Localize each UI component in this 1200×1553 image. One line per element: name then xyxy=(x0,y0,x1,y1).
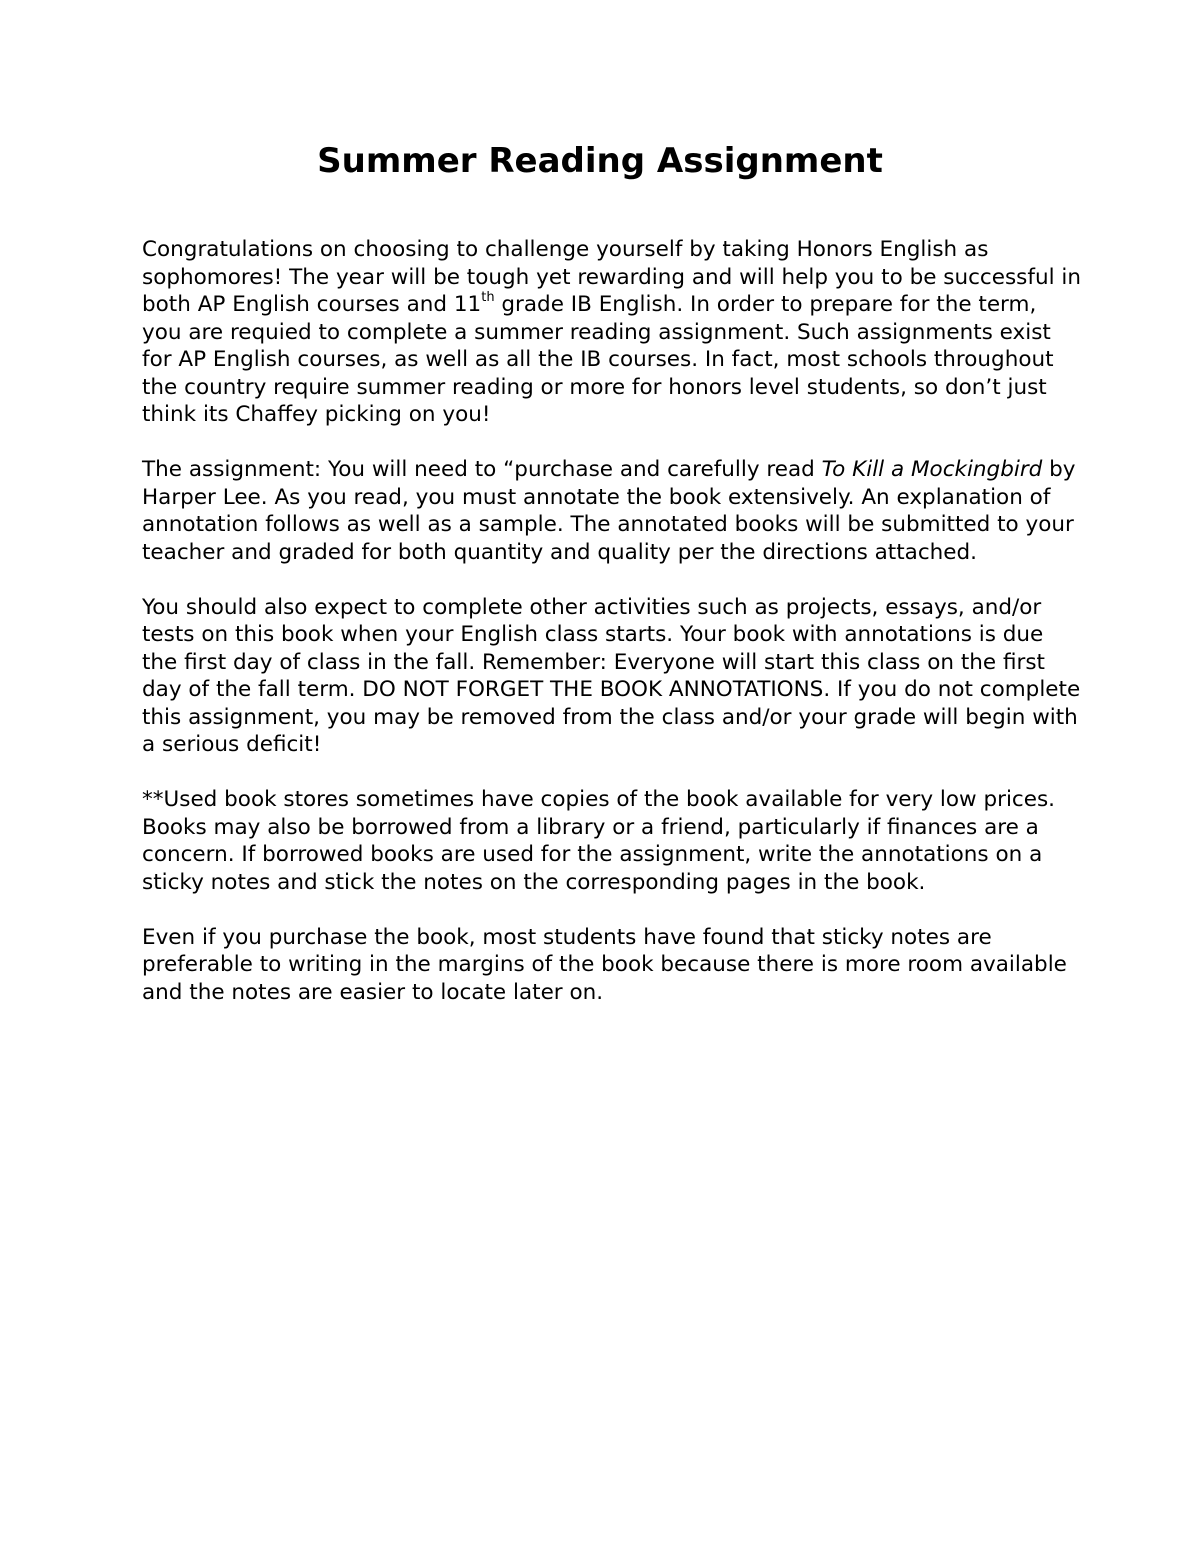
assignment-text-part-2: by Harper Lee. As you read, you must annotate the book extensively. An explanation of annotation follows as well as a sample. The annotated books will be submitted to your teacher and graded for both quantity and quality per the directions attached. xyxy=(142,457,1076,565)
book-title: To Kill a Mockingbird xyxy=(821,457,1043,482)
expectations-paragraph: You should also expect to complete other activities such as projects, essays, and/or tests on this book when your English class starts. Your book with annotations is due the first day of class in the fall. Remember: Everyone will start this class on the first day of the fall term. DO NOT FORGET THE BOOK ANNOTATIONS. If you do not complete this assignment, you may be removed from the class and/or your grade will begin with a serious deficit! xyxy=(142,594,1081,757)
intro-text-part-1: Congratulations on choosing to challenge yourself by taking Honors English as sophomores! The year will be tough yet rewarding and will help you to be successful in both AP English courses and 11 xyxy=(142,237,1081,317)
intro-paragraph xyxy=(142,236,1082,429)
sticky-notes-paragraph: Even if you purchase the book, most students have found that sticky notes are preferable to writing in the margins of the book because there is more room available and the notes are easier to locate later on. xyxy=(142,924,1067,1005)
assignment-text-part-1: The assignment: You will need to “purchase and carefully read xyxy=(142,457,822,482)
document-title: Summer Reading Assignment xyxy=(317,141,883,181)
used-books-paragraph: **Used book stores sometimes have copies of the book available for very low prices. Books may also be borrowed from a library or a friend, particularly if finances are a concern. If borrowed books are used for the assignment, write the annotations on a sticky notes and stick the notes on the corresponding pages in the book. xyxy=(142,787,1056,895)
document-body xyxy=(142,236,1082,1006)
assignment-paragraph xyxy=(142,456,1082,566)
intro-text-part-2: grade IB English. In order to prepare for the term, you are requied to complete a summer reading assignment. Such assignments exist for AP English courses, as well as all the IB courses. In fact, most schools throughout the country require summer reading or more for honors level students, so don’t just think its Chaffey picking on you! xyxy=(142,292,1054,427)
ordinal-suffix: th xyxy=(481,289,495,305)
